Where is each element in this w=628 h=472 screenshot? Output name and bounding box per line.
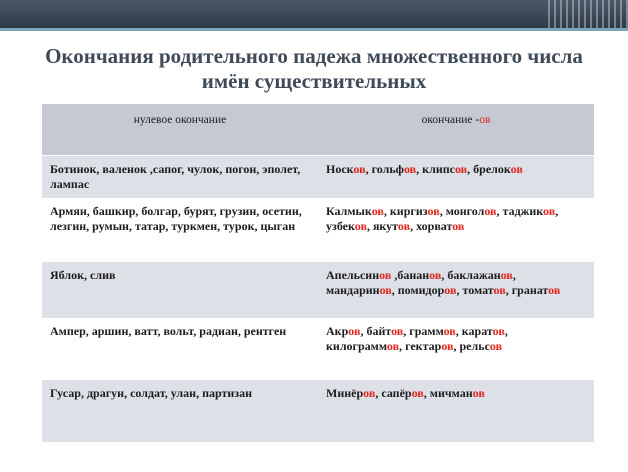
ending-ov: ов	[354, 219, 367, 233]
word-stem: , грамм	[403, 324, 444, 338]
word-stem: , томат	[456, 283, 494, 297]
word-stem: , мичман	[423, 386, 473, 400]
ending-ov: ов	[403, 162, 417, 176]
ending-ov: ов	[386, 339, 400, 353]
table-row	[42, 156, 594, 199]
word-stem: , монгол	[439, 204, 485, 218]
row-ov-cell	[318, 156, 594, 199]
word-stem: , киргиз	[383, 204, 428, 218]
ending-ov: ов	[441, 339, 454, 353]
row-zero-cell: Ботинок, валенок ,сапог, чулок, погон, эполет, лампас	[42, 156, 318, 199]
row-zero-cell: Ампер, аршин, ватт, вольт, радиан, рентген	[42, 318, 318, 380]
ending-ov: ов	[484, 204, 497, 218]
ending-ov: ов	[548, 283, 561, 297]
ending-ov: ов	[452, 219, 465, 233]
table-row	[42, 262, 594, 318]
ending-ov: ов	[543, 204, 556, 218]
decor-stripes	[548, 0, 628, 28]
word-stem: , байт	[360, 324, 392, 338]
row-ov-cell	[318, 198, 594, 262]
word-stem: , гектар	[399, 339, 442, 353]
title-line-2: имён существительных	[201, 69, 427, 93]
title-line-1: Окончания родительного падежа множественного числа	[45, 44, 583, 68]
ending-ov: ов	[489, 339, 503, 353]
row-ov-cell	[318, 318, 594, 380]
ending-ov: ов	[427, 204, 440, 218]
row-zero-cell: Гусар, драгун, солдат, улан, партизан	[42, 380, 318, 442]
ending-ov: ов	[444, 283, 457, 297]
word-stem: , брелок	[467, 162, 511, 176]
ending-ov: ов	[429, 268, 442, 282]
decor-line	[0, 28, 628, 31]
ending-ov: ов	[353, 162, 366, 176]
header-zero-ending: нулевое окончание	[133, 114, 227, 126]
word-stem: , якут	[366, 219, 398, 233]
ending-ov: ов	[492, 324, 505, 338]
table-row	[42, 198, 594, 262]
word-stem: , таджик	[496, 204, 544, 218]
table-row	[42, 380, 594, 442]
ending-ov: ов	[379, 268, 392, 282]
word-stem: , рельс	[453, 339, 490, 353]
row-ov-cell	[318, 262, 594, 318]
word-stem: , карат	[455, 324, 493, 338]
word-stem: Минёр	[326, 386, 364, 400]
ending-ov: ов	[363, 386, 376, 400]
ending-ov: ов	[443, 324, 456, 338]
ending-ov: ов	[391, 324, 404, 338]
row-zero-cell: Армян, башкир, болгар, бурят, грузин, осетин, лезгин, румын, татар, туркмен, турок, цыган	[42, 198, 318, 262]
ending-ov: ов	[348, 324, 361, 338]
word-stem: Носк	[326, 162, 354, 176]
word-stem: , сапёр	[375, 386, 412, 400]
word-stem: , килограмм	[326, 324, 508, 353]
ending-ov: ов	[493, 283, 506, 297]
word-stem: Акр	[326, 324, 349, 338]
header-ov-prefix: окончание -	[421, 114, 480, 126]
word-stem: , клипс	[416, 162, 455, 176]
ending-ov: ов	[472, 386, 485, 400]
word-stem: , помидор	[391, 283, 445, 297]
top-decor-band	[0, 0, 628, 28]
word-stem: , хорват	[410, 219, 453, 233]
table-row	[42, 318, 594, 380]
word-stem: Апельсин	[326, 268, 380, 282]
ending-ov: ов	[454, 162, 468, 176]
header-ov-suffix: ов	[479, 114, 491, 126]
slide-title	[0, 44, 628, 94]
table-header-row	[42, 104, 594, 156]
word-stem: , гольф	[365, 162, 404, 176]
ending-ov: ов	[500, 268, 513, 282]
header-ov-ending	[318, 104, 594, 156]
word-stem: Калмык	[326, 204, 372, 218]
word-stem: , мандарин	[326, 268, 516, 297]
ending-ov: ов	[379, 283, 392, 297]
word-stem: , гранат	[505, 283, 549, 297]
word-stem: , баклажан	[441, 268, 501, 282]
ending-ov: ов	[397, 219, 411, 233]
word-stem: , узбек	[326, 204, 559, 233]
row-ov-cell	[318, 380, 594, 442]
word-stem: ,банан	[391, 268, 430, 282]
ending-ov: ов	[411, 386, 424, 400]
ending-ov: ов	[371, 204, 384, 218]
ending-ov: ов	[510, 162, 523, 176]
endings-table	[42, 104, 594, 442]
row-zero-cell: Яблок, слив	[42, 262, 318, 318]
